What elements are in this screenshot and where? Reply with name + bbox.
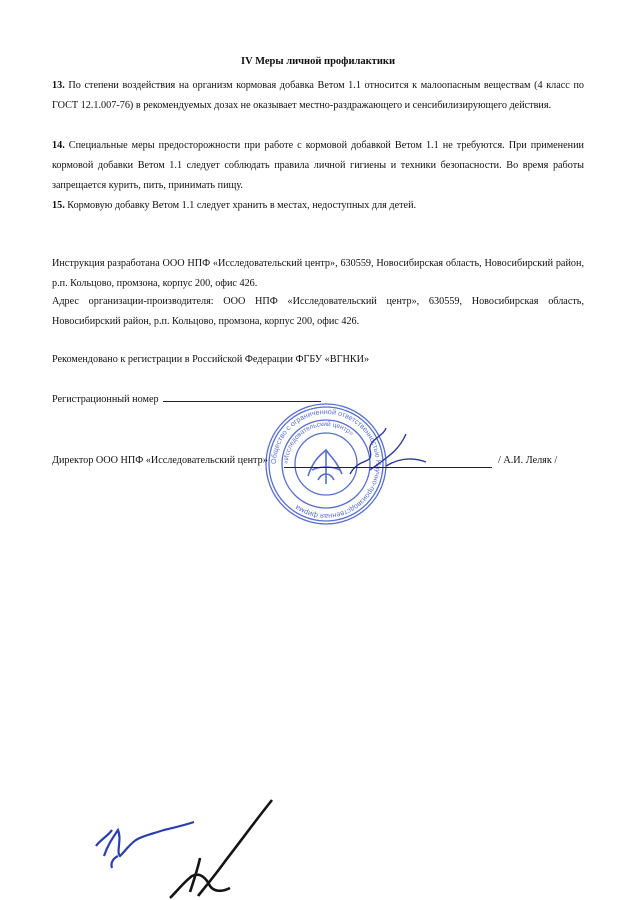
item-14-text: Специальные меры предосторожности при работе с кормовой добавкой Ветом 1.1 не требуются. При применении кормовой добавки Ветом 1.1 следует соблюдать правила личной гигиены и техники безопасности. Во время работы запрещается курить, пить, принимать пищу. — [52, 140, 584, 191]
director-signature — [330, 426, 440, 486]
item-14-number: 14. — [52, 140, 65, 151]
item-15-text: Кормовую добавку Ветом 1.1 следует хранить в местах, недоступных для детей. — [64, 200, 417, 211]
stamp-inner-text: «Исследовательский центр» — [282, 420, 355, 465]
signature-title: Директор ООО НПФ «Исследовательский центр» — [52, 455, 268, 466]
item-13 — [52, 76, 584, 116]
item-15-number: 15. — [52, 200, 65, 211]
item-15 — [52, 196, 584, 216]
section-title: IV Меры личной профилактики — [241, 56, 395, 67]
developer-paragraph: Инструкция разработана ООО НПФ «Исследовательский центр», 630559, Новосибирская область, Новосибирский район, р.п. Кольцово, промзона, корпус 200, офис 426. — [52, 258, 584, 289]
registration-label: Регистрационный номер — [52, 394, 159, 405]
handwritten-initials-black — [160, 796, 280, 900]
item-14 — [52, 136, 584, 196]
signature-name: / А.И. Леляк / — [498, 455, 558, 466]
manufacturer-paragraph: Адрес организации-производителя: ООО НПФ «Исследовательский центр», 630559, Новосибирская область, Новосибирский район, р.п. Кольцово, промзона, корпус 200, офис 426. — [52, 296, 584, 327]
item-13-text: По степени воздействия на организм кормовая добавка Ветом 1.1 относится к малоопасным веществам (4 класс по ГОСТ 12.1.007-76) в рекомендуемых дозах не оказывает местно-раздражающего и сенсибилизирующего действия. — [52, 80, 584, 111]
recommendation-line: Рекомендовано к регистрации в Российской Федерации ФГБУ «ВГНКИ» — [52, 354, 370, 365]
stamp-outer-text: Общество с ограниченной ответственностью Научно-производственная фирма — [268, 406, 384, 522]
signature-line — [284, 467, 492, 468]
item-13-number: 13. — [52, 80, 65, 91]
